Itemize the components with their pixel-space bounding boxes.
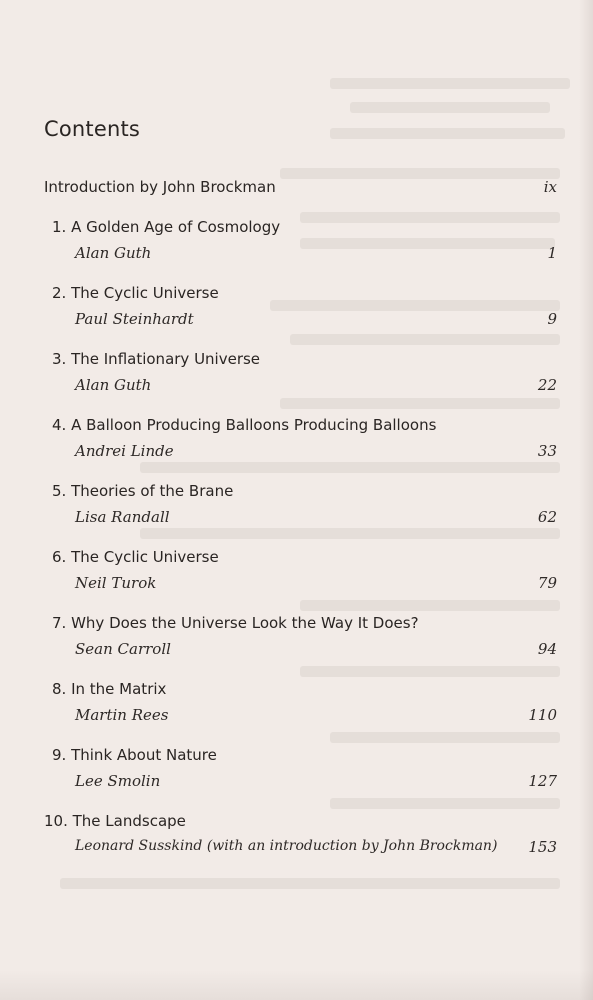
toc-entry-page: 153 xyxy=(528,838,557,856)
toc-entry-title: 5. Theories of the Brane xyxy=(52,482,234,500)
toc-entry-author: Sean Carroll xyxy=(75,640,171,658)
toc-entry-title: 7. Why Does the Universe Look the Way It Does? xyxy=(52,614,419,632)
toc-entry-title: Introduction by John Brockman xyxy=(44,178,276,196)
toc-entry-title: 6. The Cyclic Universe xyxy=(52,548,219,566)
toc-entry-title: 10. The Landscape xyxy=(44,812,186,830)
toc-entry-title: 1. A Golden Age of Cosmology xyxy=(52,218,281,236)
page-edge-shadow xyxy=(579,0,593,1000)
toc-entry-page: 94 xyxy=(537,640,557,658)
page-bottom-shadow xyxy=(0,970,593,1000)
toc-entry-title: 2. The Cyclic Universe xyxy=(52,284,219,302)
toc-entry-title: 4. A Balloon Producing Balloons Producing Balloons xyxy=(52,416,437,434)
toc-entry-title: 8. In the Matrix xyxy=(52,680,167,698)
toc-entry-author: Leonard Susskind (with an introduction by John Brockman) xyxy=(75,838,498,854)
toc-entry-author: Paul Steinhardt xyxy=(75,310,194,328)
toc-entry-page: 1 xyxy=(547,244,557,262)
toc-entry-author: Alan Guth xyxy=(75,244,152,262)
toc-entry-page: 110 xyxy=(528,706,557,724)
toc-entry-title: 9. Think About Nature xyxy=(52,746,217,764)
toc-entry-page: 22 xyxy=(537,376,557,394)
toc-entry-page: 62 xyxy=(537,508,557,526)
page-title: Contents xyxy=(44,117,141,141)
toc-entry-author: Neil Turok xyxy=(75,574,157,592)
toc-entry-author: Martin Rees xyxy=(75,706,169,724)
toc-entry-page: 127 xyxy=(528,772,557,790)
toc-entry-author: Lisa Randall xyxy=(75,508,170,526)
toc-entry-page: 79 xyxy=(537,574,557,592)
toc-entry-title: 3. The Inflationary Universe xyxy=(52,350,261,368)
toc-entry-page: ix xyxy=(543,178,557,196)
toc-entry-author: Lee Smolin xyxy=(75,772,161,790)
toc-entry-page: 9 xyxy=(547,310,557,328)
toc-entry-author: Andrei Linde xyxy=(75,442,174,460)
toc-entry-author: Alan Guth xyxy=(75,376,152,394)
toc-entry-page: 33 xyxy=(537,442,557,460)
